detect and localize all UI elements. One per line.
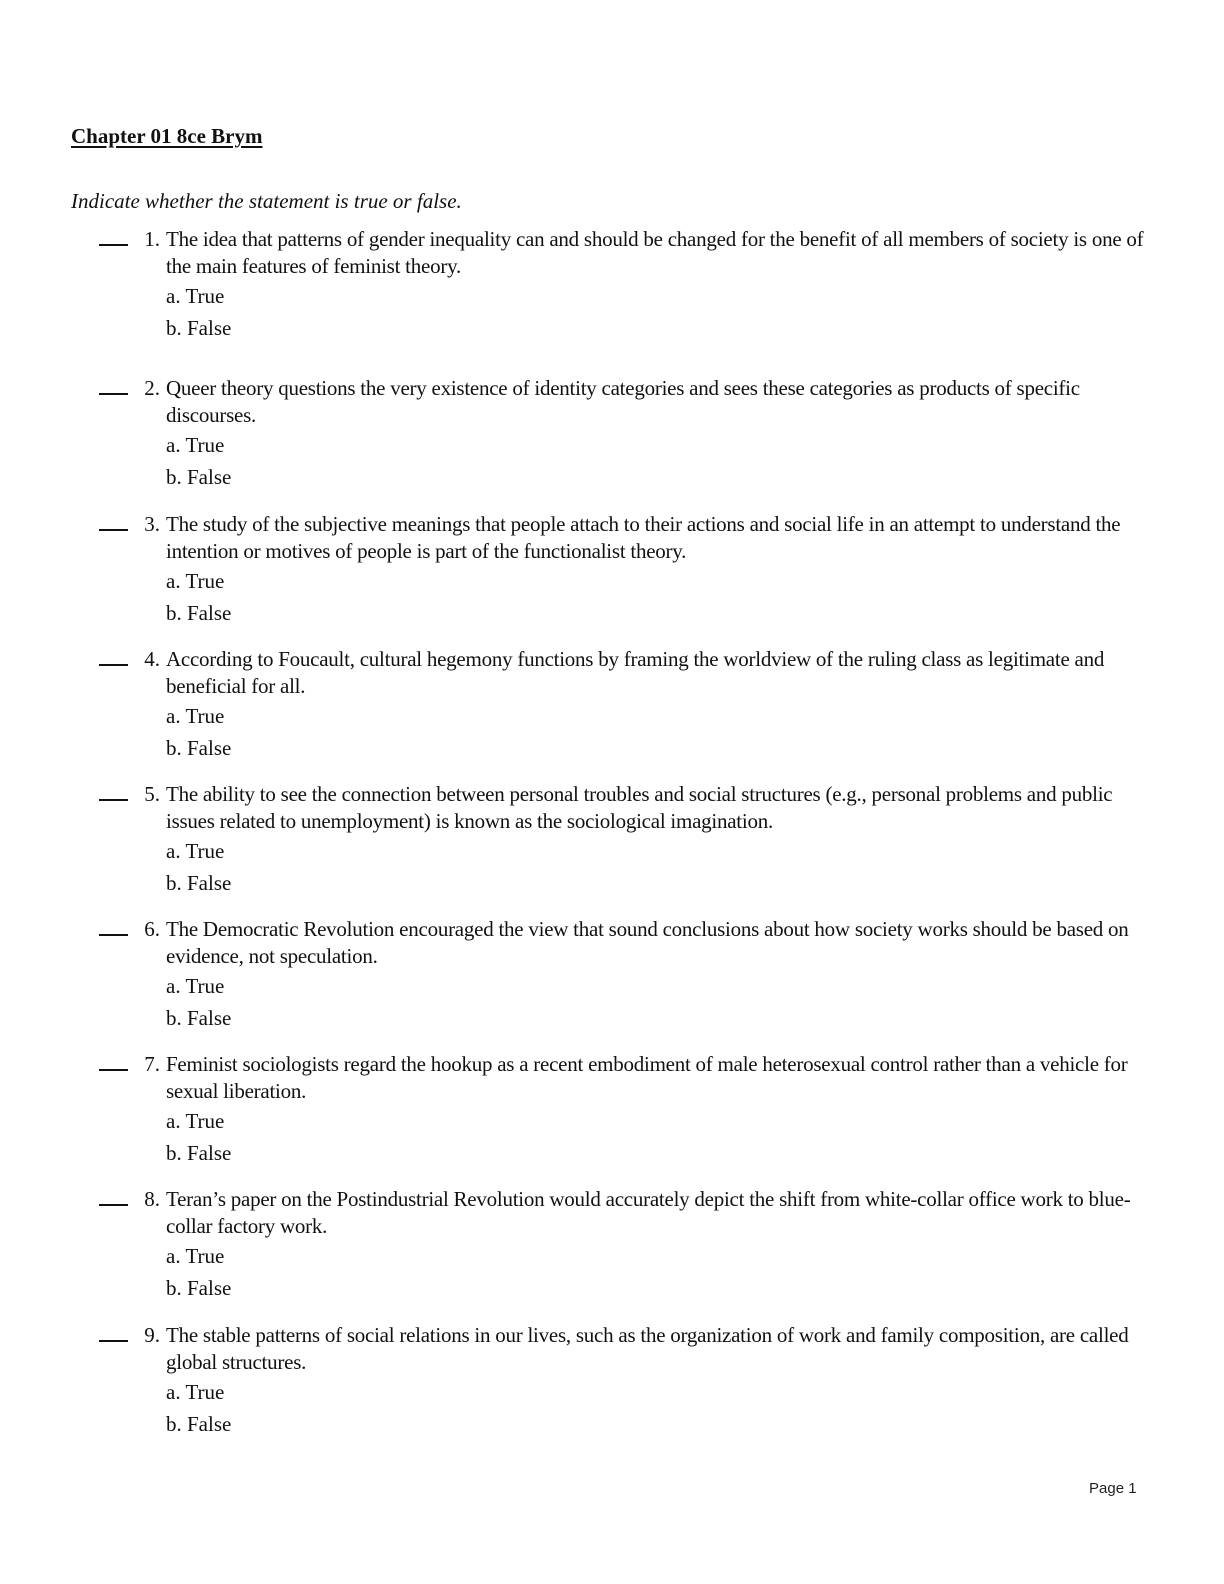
- question-number: 6.: [144, 917, 160, 941]
- question-text: The idea that patterns of gender inequality can and should be changed for the benefit of all members of society is one of the main features of feminist theory.: [166, 227, 1144, 278]
- question-4: [0, 646, 1224, 776]
- option-true[interactable]: a. True: [166, 1109, 225, 1133]
- question-number: 7.: [144, 1052, 160, 1076]
- question-6: [0, 916, 1224, 1046]
- option-false[interactable]: b. False: [166, 1276, 232, 1300]
- option-false[interactable]: b. False: [166, 1006, 232, 1030]
- option-true[interactable]: a. True: [166, 839, 225, 863]
- option-false[interactable]: b. False: [166, 1141, 232, 1165]
- answer-blank[interactable]: [99, 1204, 128, 1206]
- question-5: [0, 781, 1224, 911]
- question-1: [0, 226, 1224, 356]
- page-title: Chapter 01 8ce Brym: [71, 124, 263, 148]
- option-true[interactable]: a. True: [166, 974, 225, 998]
- option-true[interactable]: a. True: [166, 433, 225, 457]
- option-true[interactable]: a. True: [166, 569, 225, 593]
- option-false[interactable]: b. False: [166, 1412, 232, 1436]
- question-text: According to Foucault, cultural hegemony functions by framing the worldview of the ruling class as legitimate and beneficial for all.: [166, 647, 1105, 698]
- question-text: Queer theory questions the very existence of identity categories and sees these categories as products of specific discourses.: [166, 376, 1080, 427]
- answer-blank[interactable]: [99, 1340, 128, 1342]
- question-number: 1.: [144, 227, 160, 251]
- option-false[interactable]: b. False: [166, 736, 232, 760]
- option-true[interactable]: a. True: [166, 284, 225, 308]
- question-2: [0, 375, 1224, 505]
- option-true[interactable]: a. True: [166, 1380, 225, 1404]
- question-text: The study of the subjective meanings that people attach to their actions and social life in an attempt to understand the intention or motives of people is part of the functionalist theory.: [166, 512, 1121, 563]
- page-number: Page 1: [1089, 1480, 1137, 1497]
- question-number: 3.: [144, 512, 160, 536]
- option-true[interactable]: a. True: [166, 1244, 225, 1268]
- question-text: The stable patterns of social relations in our lives, such as the organization of work and family composition, are called global structures.: [166, 1323, 1129, 1374]
- question-text: Feminist sociologists regard the hookup as a recent embodiment of male heterosexual control rather than a vehicle for sexual liberation.: [166, 1052, 1128, 1103]
- question-text: The Democratic Revolution encouraged the view that sound conclusions about how society works should be based on evidence, not speculation.: [166, 917, 1129, 968]
- answer-blank[interactable]: [99, 393, 128, 395]
- option-false[interactable]: b. False: [166, 601, 232, 625]
- question-number: 2.: [144, 376, 160, 400]
- answer-blank[interactable]: [99, 934, 128, 936]
- question-3: [0, 511, 1224, 641]
- option-true[interactable]: a. True: [166, 704, 225, 728]
- answer-blank[interactable]: [99, 664, 128, 666]
- question-7: [0, 1051, 1224, 1181]
- question-number: 8.: [144, 1187, 160, 1211]
- answer-blank[interactable]: [99, 799, 128, 801]
- question-number: 4.: [144, 647, 160, 671]
- question-number: 5.: [144, 782, 160, 806]
- question-8: [0, 1186, 1224, 1316]
- answer-blank[interactable]: [99, 1069, 128, 1071]
- answer-blank[interactable]: [99, 244, 128, 246]
- option-false[interactable]: b. False: [166, 871, 232, 895]
- instructions: Indicate whether the statement is true or false.: [71, 189, 462, 213]
- question-text: Teran’s paper on the Postindustrial Revolution would accurately depict the shift from white-collar office work to blue-collar factory work.: [166, 1187, 1131, 1238]
- option-false[interactable]: b. False: [166, 465, 232, 489]
- answer-blank[interactable]: [99, 529, 128, 531]
- question-text: The ability to see the connection between personal troubles and social structures (e.g., personal problems and public issues related to unemployment) is known as the sociological imagination.: [166, 782, 1113, 833]
- question-9: [0, 1322, 1224, 1452]
- question-number: 9.: [144, 1323, 160, 1347]
- option-false[interactable]: b. False: [166, 316, 232, 340]
